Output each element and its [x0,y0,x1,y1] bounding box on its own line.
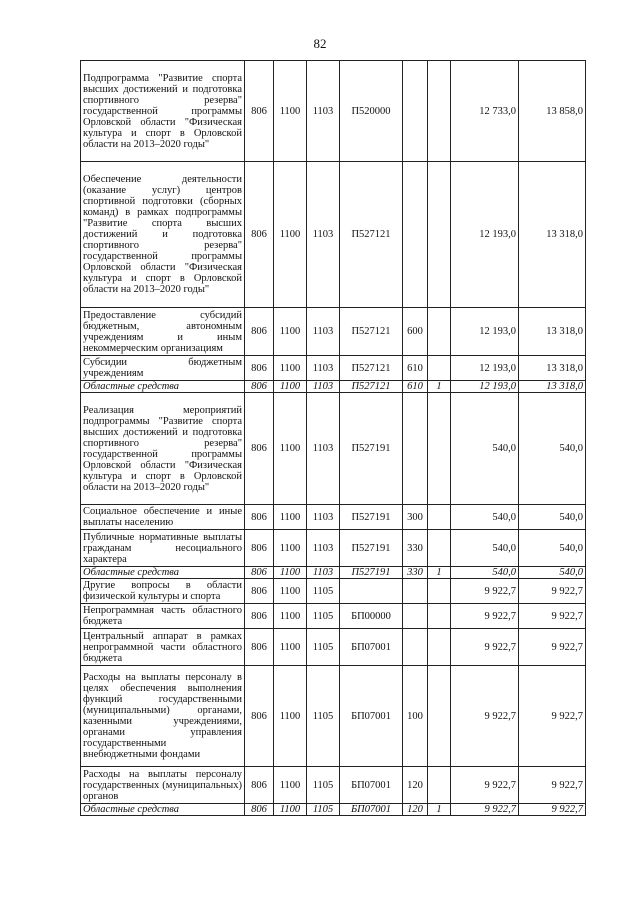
cell-section: 1100 [274,381,307,393]
cell-expense-type [403,393,428,505]
cell-section: 1100 [274,804,307,816]
cell-expense-type: 610 [403,381,428,393]
table-row [81,604,586,629]
cell-subsection: 1103 [307,567,340,579]
cell-ministry: 806 [245,61,274,162]
cell-ministry: 806 [245,356,274,381]
table-row [81,629,586,666]
cell-section: 1100 [274,629,307,666]
cell-sum-year2: 540,0 [519,530,586,567]
cell-sum-year1: 540,0 [451,530,519,567]
cell-section: 1100 [274,604,307,629]
cell-source [428,356,451,381]
cell-target-article: БП07001 [340,629,403,666]
cell-sum-year1: 12 193,0 [451,308,519,356]
cell-subsection: 1105 [307,767,340,804]
cell-target-article: П527191 [340,393,403,505]
cell-sum-year2: 540,0 [519,567,586,579]
cell-expense-type: 610 [403,356,428,381]
cell-section: 1100 [274,393,307,505]
cell-section: 1100 [274,61,307,162]
cell-sum-year1: 9 922,7 [451,629,519,666]
cell-sum-year1: 12 193,0 [451,381,519,393]
cell-sum-year2: 9 922,7 [519,666,586,767]
cell-section: 1100 [274,666,307,767]
cell-expense-type: 120 [403,804,428,816]
cell-subsection: 1103 [307,393,340,505]
cell-sum-year1: 12 733,0 [451,61,519,162]
cell-sum-year2: 13 318,0 [519,308,586,356]
cell-source: 1 [428,381,451,393]
cell-name: Непрограммная часть областного бюджета [81,604,245,629]
table-row [81,308,586,356]
cell-sum-year2: 9 922,7 [519,767,586,804]
cell-target-article: БП07001 [340,767,403,804]
cell-source [428,505,451,530]
table-row [81,381,586,393]
cell-subsection: 1105 [307,579,340,604]
cell-name: Субсидии бюджетным учреждениям [81,356,245,381]
cell-subsection: 1105 [307,629,340,666]
table-row [81,162,586,308]
cell-sum-year2: 540,0 [519,393,586,505]
cell-expense-type: 300 [403,505,428,530]
cell-sum-year1: 12 193,0 [451,356,519,381]
cell-section: 1100 [274,530,307,567]
cell-name: Реализация мероприятий подпрограммы "Развитие спорта высших достижений и подготовка спортивного резерва" государственной программы Орловской области "Физическая культура и спорт в Орловской области на 2013–2020 годы" [81,393,245,505]
cell-expense-type [403,61,428,162]
cell-sum-year1: 9 922,7 [451,767,519,804]
cell-source: 1 [428,804,451,816]
cell-section: 1100 [274,567,307,579]
cell-subsection: 1103 [307,381,340,393]
cell-ministry: 806 [245,308,274,356]
cell-expense-type [403,604,428,629]
cell-ministry: 806 [245,530,274,567]
cell-section: 1100 [274,162,307,308]
cell-expense-type: 600 [403,308,428,356]
cell-target-article: П527191 [340,505,403,530]
cell-sum-year2: 13 318,0 [519,356,586,381]
cell-subsection: 1105 [307,804,340,816]
cell-sum-year2: 13 858,0 [519,61,586,162]
table-row [81,804,586,816]
cell-subsection: 1105 [307,666,340,767]
cell-name: Публичные нормативные выплаты гражданам несоциального характера [81,530,245,567]
table-row [81,530,586,567]
cell-name: Областные средства [81,381,245,393]
cell-sum-year2: 9 922,7 [519,604,586,629]
cell-ministry: 806 [245,505,274,530]
cell-source: 1 [428,567,451,579]
cell-source [428,604,451,629]
cell-expense-type: 100 [403,666,428,767]
cell-ministry: 806 [245,666,274,767]
cell-ministry: 806 [245,767,274,804]
cell-ministry: 806 [245,393,274,505]
budget-table [80,60,586,816]
cell-sum-year2: 9 922,7 [519,579,586,604]
cell-target-article [340,579,403,604]
cell-sum-year2: 9 922,7 [519,629,586,666]
cell-sum-year2: 540,0 [519,505,586,530]
cell-target-article: БП07001 [340,804,403,816]
table-row [81,393,586,505]
cell-source [428,530,451,567]
cell-target-article: П527191 [340,567,403,579]
cell-section: 1100 [274,505,307,530]
cell-subsection: 1103 [307,505,340,530]
cell-subsection: 1103 [307,61,340,162]
cell-target-article: П527121 [340,162,403,308]
cell-expense-type [403,162,428,308]
cell-ministry: 806 [245,804,274,816]
cell-subsection: 1103 [307,162,340,308]
cell-target-article: П527121 [340,356,403,381]
cell-subsection: 1105 [307,604,340,629]
cell-ministry: 806 [245,162,274,308]
cell-target-article: П527121 [340,381,403,393]
cell-ministry: 806 [245,629,274,666]
cell-name: Социальное обеспечение и иные выплаты населению [81,505,245,530]
cell-name: Расходы на выплаты персоналу государственных (муниципальных) органов [81,767,245,804]
cell-target-article: П527191 [340,530,403,567]
cell-name: Центральный аппарат в рамках непрограммной части областного бюджета [81,629,245,666]
cell-expense-type [403,629,428,666]
cell-source [428,666,451,767]
cell-subsection: 1103 [307,356,340,381]
cell-sum-year1: 540,0 [451,567,519,579]
table-row [81,666,586,767]
cell-name: Подпрограмма "Развитие спорта высших достижений и подготовка спортивного резерва" государственной программы Орловской области "Физическая культура и спорт в Орловской области на 2013–2020 годы" [81,61,245,162]
cell-sum-year1: 9 922,7 [451,804,519,816]
cell-section: 1100 [274,767,307,804]
cell-sum-year1: 12 193,0 [451,162,519,308]
cell-name: Обеспечение деятельности (оказание услуг) центров спортивной подготовки (сборных команд) в рамках подпрограммы "Развитие спорта высших достижений и подготовка спортивного резерва" государственной программы Орловской области "Физическая культура и спорт в Орловской области на 2013–2020 годы" [81,162,245,308]
cell-name: Областные средства [81,804,245,816]
cell-sum-year2: 13 318,0 [519,381,586,393]
cell-section: 1100 [274,356,307,381]
cell-expense-type: 330 [403,530,428,567]
table-row [81,505,586,530]
cell-expense-type [403,579,428,604]
cell-source [428,393,451,505]
cell-expense-type: 330 [403,567,428,579]
table-row [81,356,586,381]
cell-subsection: 1103 [307,530,340,567]
cell-target-article: БП07001 [340,666,403,767]
cell-name: Расходы на выплаты персоналу в целях обеспечения выполнения функций государственными (муниципальными) органами, казенными учреждениями, органами управления государственными внебюджетными фондами [81,666,245,767]
cell-source [428,629,451,666]
cell-expense-type: 120 [403,767,428,804]
cell-ministry: 806 [245,567,274,579]
cell-name: Другие вопросы в области физической культуры и спорта [81,579,245,604]
cell-source [428,767,451,804]
cell-sum-year2: 9 922,7 [519,804,586,816]
page-number: 82 [313,36,327,51]
cell-sum-year2: 13 318,0 [519,162,586,308]
table-row [81,61,586,162]
cell-sum-year1: 9 922,7 [451,579,519,604]
cell-ministry: 806 [245,604,274,629]
table-body [81,61,586,816]
table-row [81,567,586,579]
cell-sum-year1: 9 922,7 [451,604,519,629]
cell-source [428,308,451,356]
cell-sum-year1: 540,0 [451,505,519,530]
cell-name: Областные средства [81,567,245,579]
cell-subsection: 1103 [307,308,340,356]
cell-sum-year1: 9 922,7 [451,666,519,767]
cell-section: 1100 [274,308,307,356]
cell-target-article: П527121 [340,308,403,356]
cell-name: Предоставление субсидий бюджетным, автономным учреждениям и иным некоммерческим организациям [81,308,245,356]
table-row [81,579,586,604]
cell-target-article: П520000 [340,61,403,162]
cell-source [428,162,451,308]
cell-ministry: 806 [245,579,274,604]
cell-ministry: 806 [245,381,274,393]
cell-sum-year1: 540,0 [451,393,519,505]
cell-source [428,61,451,162]
cell-target-article: БП00000 [340,604,403,629]
cell-source [428,579,451,604]
table-row [81,767,586,804]
cell-section: 1100 [274,579,307,604]
